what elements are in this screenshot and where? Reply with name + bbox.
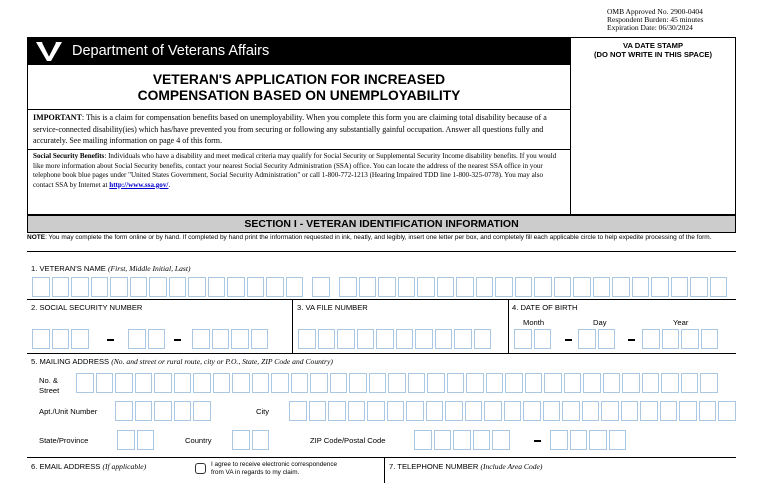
city-label: City xyxy=(256,407,270,416)
dob-day-input[interactable] xyxy=(578,329,617,349)
middle-initial-input[interactable] xyxy=(312,277,332,297)
divider xyxy=(27,457,736,458)
omb-info xyxy=(607,8,767,33)
state-label: State/Province xyxy=(39,436,89,445)
divider xyxy=(292,299,293,353)
dob-label: 4. DATE OF BIRTH xyxy=(512,303,578,312)
zip-input[interactable] xyxy=(414,430,512,450)
country-input[interactable] xyxy=(232,430,271,450)
first-name-input[interactable] xyxy=(32,277,305,297)
country-label: Country xyxy=(185,436,212,445)
dash xyxy=(565,339,572,341)
zip-label: ZIP Code/Postal Code xyxy=(310,436,386,445)
form-header xyxy=(27,37,571,65)
divider xyxy=(27,299,736,300)
dash xyxy=(534,440,541,442)
street-input[interactable] xyxy=(76,373,720,393)
divider xyxy=(508,299,509,353)
social-security-notice: Social Security Benefits: Individuals who have a disability and meet medical criteria may qualify for Social Security or Supplemental Security Income disability benefits. If you would like more information about Social Security benefits, contact your nearest Social Security Administration (SSA) office. You can locate the address of the nearest SSA office in your telephone book blue pages under "United States Government, Social Security Administration" or call 1-800-772-1213 (Hearing Impaired TDD line 1-800-325-0778). You may also contact SSA by Internet at http://www.ssa.gov/. xyxy=(27,150,571,215)
day-label: Day xyxy=(593,318,607,327)
form-note: NOTE: You may complete the form online or by hand. If completed by hand print the information requested in ink, neatly, and legibly, insert one letter per box, and completely fill each applicable circle to help expedite processing of the form. xyxy=(27,234,712,241)
omb-number: OMB Approved No. 2900-0404 xyxy=(607,7,703,16)
ssn-part3-input[interactable] xyxy=(192,329,270,349)
ssn-label: 2. SOCIAL SECURITY NUMBER xyxy=(31,303,143,312)
va-file-input[interactable] xyxy=(298,329,493,349)
dob-year-input[interactable] xyxy=(642,329,720,349)
dash xyxy=(174,339,181,341)
stamp-title: VA DATE STAMP (DO NOT WRITE IN THIS SPACE) xyxy=(594,41,712,59)
state-input[interactable] xyxy=(117,430,156,450)
respondent-burden: Respondent Burden: 45 minutes xyxy=(607,15,704,25)
ssn-part2-input[interactable] xyxy=(128,329,167,349)
ssa-link[interactable]: http://www.ssa.gov/ xyxy=(109,180,169,189)
important-notice: IMPORTANT: This is a claim for compensation benefits based on unemployability. When you complete this form you are claiming total disability because of a service-connected disability(ies) which has/have prevented you from securing or following any substantially gainful occupation. Answer all questions fully and accurately. See mailing information on page 4 of this form. xyxy=(27,110,571,150)
telephone-label: 7. TELEPHONE NUMBER (Include Area Code) xyxy=(389,462,543,471)
apt-label: Apt./Unit Number xyxy=(39,407,98,416)
year-label: Year xyxy=(673,318,689,327)
form-title-box xyxy=(27,65,571,110)
department-name: Department of Veterans Affairs xyxy=(72,43,270,59)
apt-input[interactable] xyxy=(115,401,213,421)
email-label: 6. EMAIL ADDRESS (If applicable) xyxy=(31,462,147,471)
ssn-part1-input[interactable] xyxy=(32,329,91,349)
street-label: No. & Street xyxy=(39,376,60,395)
last-name-input[interactable] xyxy=(339,277,729,297)
expiration-date: Expiration Date: 06/30/2024 xyxy=(607,23,693,33)
section-1-header: SECTION I - VETERAN IDENTIFICATION INFORMATION xyxy=(27,215,736,233)
va-file-label: 3. VA FILE NUMBER xyxy=(297,303,368,312)
divider xyxy=(27,353,736,354)
form-title: VETERAN'S APPLICATION FOR INCREASED COMPENSATION BASED ON UNEMPLOYABILITY xyxy=(137,72,461,103)
mailing-address-label: 5. MAILING ADDRESS (No. and street or rural route, city or P.O., State, ZIP Code and Country) xyxy=(31,357,333,366)
month-label: Month xyxy=(523,318,545,327)
dash xyxy=(107,339,114,341)
divider xyxy=(384,457,385,483)
divider xyxy=(27,251,736,252)
electronic-correspondence-label: I agree to receive electronic correspondence from VA in regards to my claim. xyxy=(211,461,338,477)
veteran-name-label: 1. VETERAN'S NAME (First, Middle Initial, Last) xyxy=(31,264,191,273)
va-date-stamp-box xyxy=(571,37,736,215)
zip-ext-input[interactable] xyxy=(550,430,628,450)
electronic-correspondence-checkbox[interactable] xyxy=(195,463,206,474)
city-input[interactable] xyxy=(289,401,738,421)
va-seal-logo xyxy=(36,40,62,62)
dob-month-input[interactable] xyxy=(514,329,553,349)
dash xyxy=(628,339,635,341)
